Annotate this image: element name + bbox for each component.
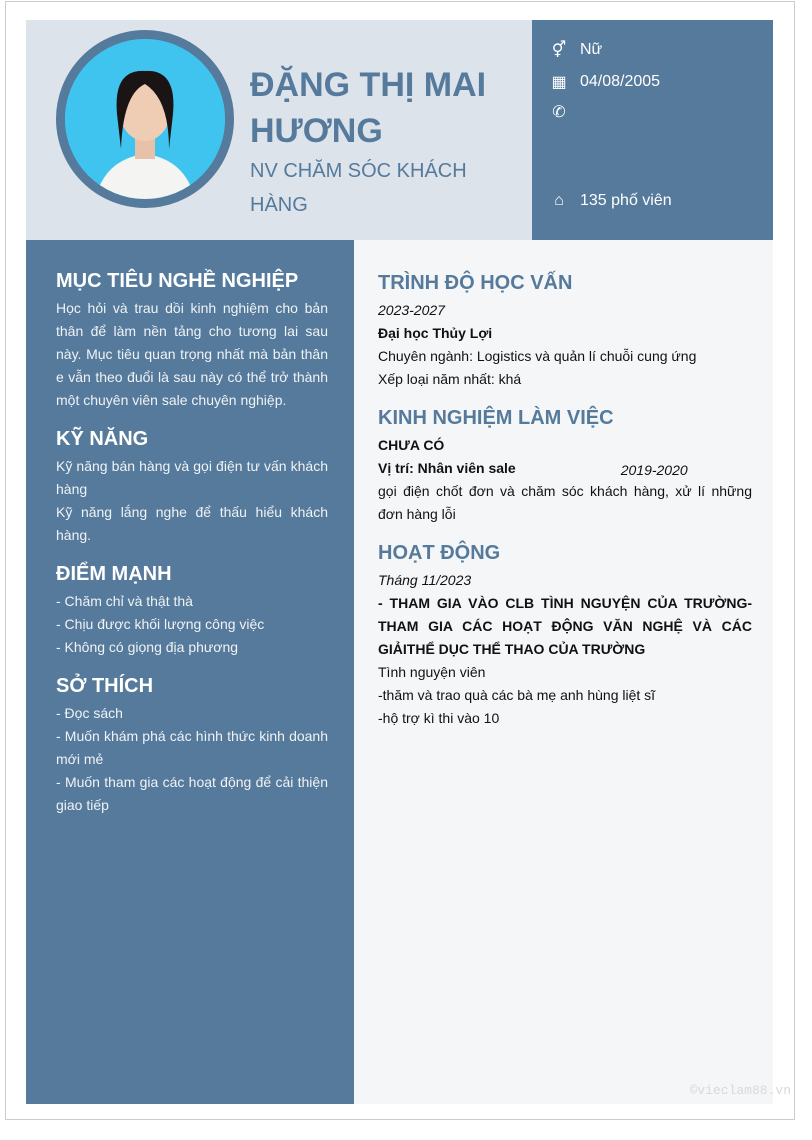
gender-icon: ⚥	[551, 42, 567, 59]
strength-item: - Không có giọng địa phương	[56, 639, 239, 655]
activity-item: -hộ trợ kì thi vào 10	[378, 710, 500, 726]
contact-panel	[532, 20, 773, 240]
activity-heading: - THAM GIA VÀO CLB TÌNH NGUYỆN CỦA TRƯỜNG- THAM GIA CÁC HOẠT ĐỘNG VĂN NGHỆ VÀ CÁC GIẢITHỂ DỤC THỂ THAO CỦA TRƯỜNG	[378, 595, 752, 657]
section-title: KINH NGHIỆM LÀM VIỆC	[378, 407, 614, 429]
major: Chuyên ngành: Logistics và quản lí chuỗi cung ứng	[378, 348, 697, 364]
objective-section	[56, 270, 328, 412]
activities-section	[378, 542, 752, 730]
grade: Xếp loại năm nhất: khá	[378, 371, 522, 387]
section-title: MỤC TIÊU NGHỀ NGHIỆP	[56, 270, 299, 292]
hobby-item: - Muốn khám phá các hình thức kinh doanh mới mẻ	[56, 728, 328, 767]
section-title: HOẠT ĐỘNG	[378, 542, 501, 564]
hobby-item: - Muốn tham gia các hoạt động để cải thiện giao tiếp	[56, 774, 328, 813]
hobby-item: - Đọc sách	[56, 705, 123, 721]
contact-phone	[550, 102, 580, 122]
job-title: NV CHĂM SÓC KHÁCH HÀNG	[250, 160, 467, 216]
skill-item: Kỹ năng bán hàng và gọi điện tư vấn khách hàng	[56, 458, 328, 497]
header	[26, 20, 532, 240]
activity-period: Tháng 11/2023	[378, 572, 472, 588]
education-section	[378, 272, 752, 391]
skill-item: Kỹ năng lắng nghe để thấu hiểu khách hàng.	[56, 504, 328, 543]
phone-icon: ✆	[552, 104, 566, 121]
experience-section	[378, 407, 752, 526]
company: CHƯA CÓ	[378, 437, 445, 453]
avatar	[56, 30, 234, 208]
calendar-icon: ▦	[551, 74, 567, 91]
contact-birthday	[550, 72, 660, 92]
hobbies-section	[56, 675, 328, 817]
left-column	[26, 240, 354, 1104]
watermark: ©vieclam88.vn	[689, 1083, 791, 1098]
activity-item: Tình nguyện viên	[378, 664, 486, 680]
strengths-section	[56, 563, 328, 659]
strength-item: - Chăm chỉ và thật thà	[56, 593, 193, 609]
experience-description: gọi điện chốt đơn và chăm sóc khách hàng, xử lí những đơn hàng lỗi	[378, 483, 752, 522]
right-column	[378, 240, 752, 746]
objective-text: Học hỏi và trau dồi kinh nghiệm cho bản thân để làm nền tảng cho tương lai sau này. Mục tiêu quan trọng nhất mà bản thân e vẫn theo đuổi là sau này có thể trở thành một chuyên viên sale chuyên nghiệp.	[56, 300, 328, 408]
birthday-value: 04/08/2005	[580, 73, 661, 90]
school-name: Đại học Thủy Lợi	[378, 325, 493, 341]
position: Vị trí: Nhân viên sale	[378, 460, 516, 476]
section-title: ĐIỂM MẠNH	[56, 563, 172, 585]
activity-item: -thăm và trao quà các bà mẹ anh hùng liệt sĩ	[378, 687, 656, 703]
skills-section	[56, 428, 328, 547]
education-period: 2023-2027	[378, 302, 445, 318]
address-value: 135 phố viên	[580, 192, 672, 209]
contact-address	[550, 192, 672, 210]
contact-gender	[550, 40, 602, 60]
section-title: TRÌNH ĐỘ HỌC VẤN	[378, 272, 573, 294]
section-title: KỸ NĂNG	[56, 428, 149, 450]
gender-value: Nữ	[580, 41, 603, 58]
experience-period: 2019-2020	[620, 462, 688, 478]
candidate-name: ĐẶNG THỊ MAI HƯƠNG	[250, 66, 487, 150]
section-title: SỞ THÍCH	[56, 675, 154, 697]
cv-card	[26, 20, 791, 1104]
home-icon: ⌂	[554, 192, 564, 209]
strength-item: - Chịu được khối lượng công việc	[56, 616, 265, 632]
